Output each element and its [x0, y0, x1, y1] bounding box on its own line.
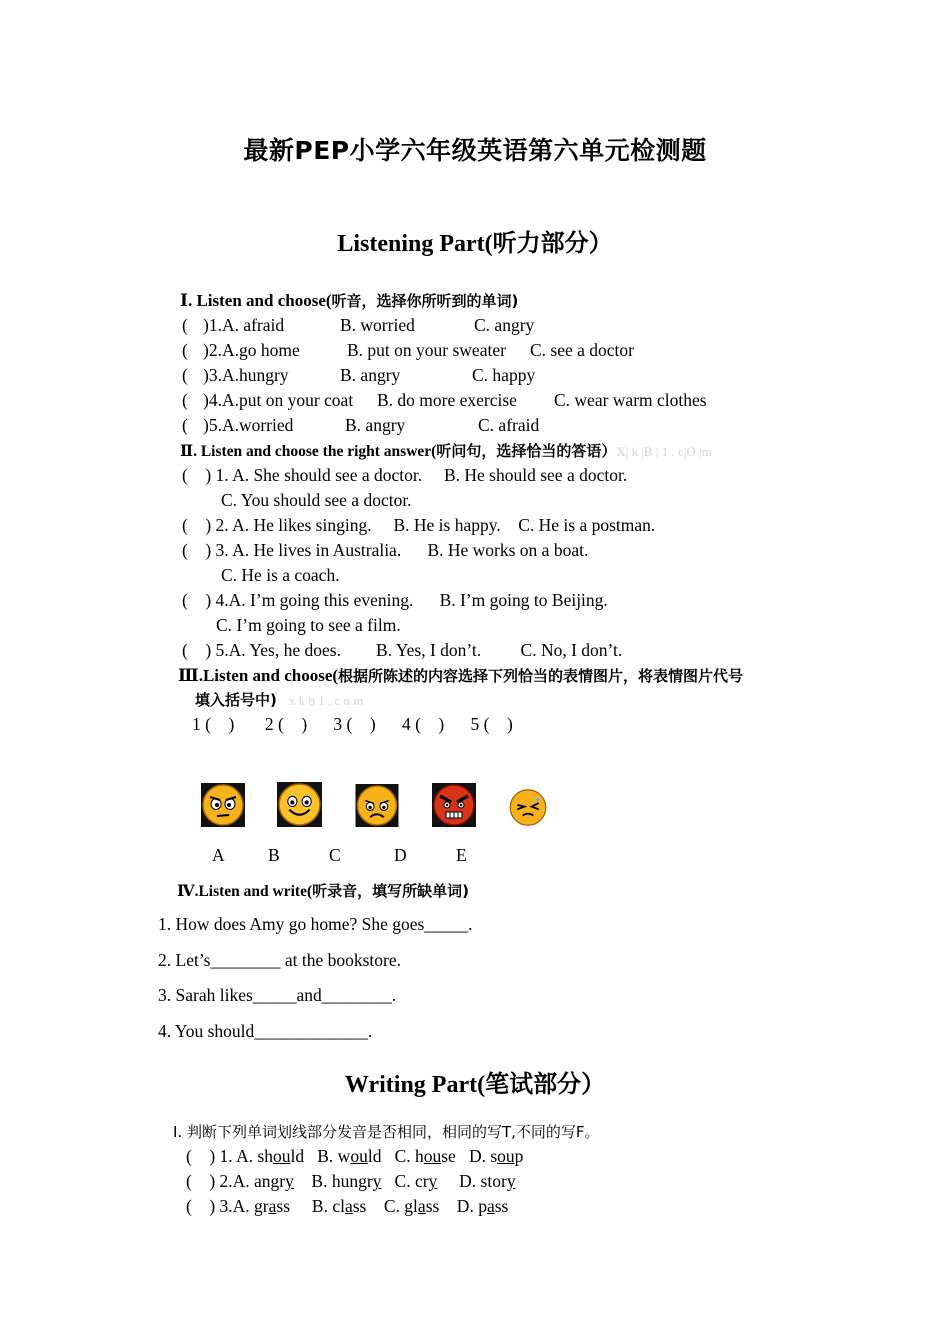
- section-3-heading-line2: 填入括号中) x k b 1 . c o m: [195, 691, 364, 709]
- list-item: 2. Let’s________ at the bookstore.: [158, 950, 402, 970]
- watermark: X| k |B | 1 . c|O |m: [616, 444, 712, 459]
- list-item: ( ) 3.A. grass B. class C. glass D. pass: [186, 1196, 509, 1216]
- section-3-heading: Ⅲ.Listen and choose(根据所陈述的内容选择下列恰当的表情图片，将表情图片代号: [178, 666, 744, 685]
- writing-heading: Writing Part(笔试部分）: [344, 1072, 606, 1098]
- list-item: ( ) 2. A. He likes singing. B. He is happy. C. He is a postman.: [182, 515, 656, 535]
- list-item: C. I’m going to see a film.: [216, 615, 401, 635]
- listening-heading: Listening Part(听力部分）: [337, 231, 613, 257]
- face-label: C: [329, 845, 341, 865]
- section-1-heading-en: Ⅰ. Listen and choose(: [180, 291, 332, 310]
- list-item: ( ) 3. A. He lives in Australia. B. He works on a boat.: [182, 540, 589, 560]
- list-item: ( ) 1. A. She should see a doctor. B. He should see a doctor.: [182, 465, 628, 485]
- list-item: ( )4.A.put on your coat B. do more exercise C. wear warm clothes: [182, 390, 707, 410]
- section-2-heading: Ⅱ. Listen and choose the right answer(听问句，选择恰当的答语）X| k |B | 1 . c|O |m: [180, 442, 712, 460]
- face-label: D: [394, 845, 407, 865]
- sick-face-icon: [508, 788, 548, 827]
- list-item: ( ) 5.A. Yes, he does. B. Yes, I don’t. C. No, I don’t.: [182, 640, 623, 660]
- list-item: ( )2.A.go home B. put on your sweater C. see a doctor: [182, 340, 634, 360]
- sad-face-icon: [355, 784, 399, 827]
- list-item: ( )3.A.hungry B. angry C. happy: [182, 365, 536, 385]
- page-title: 最新PEP小学六年级英语第六单元检测题: [243, 136, 707, 165]
- list-item: ( )5.A.worried B. angry C. afraid: [182, 415, 540, 435]
- list-item: ( )1.A. afraid B. worried C. angry: [182, 315, 535, 335]
- list-item: ( ) 1. A. should B. would C. house D. soup: [186, 1146, 524, 1166]
- writing-section-1-heading: Ⅰ. 判断下列单词划线部分发音是否相同，相同的写T,不同的写F。: [173, 1123, 600, 1141]
- face-label: A: [212, 845, 225, 865]
- list-item: 4. You should_____________.: [158, 1021, 373, 1041]
- list-item: ( ) 4.A. I’m going this evening. B. I’m going to Beijing.: [182, 590, 608, 610]
- answer-blanks: 1 ( ) 2 ( ) 3 ( ) 4 ( ) 5 ( ): [192, 714, 513, 734]
- smile-face-icon: [277, 782, 322, 827]
- list-item: 1. How does Amy go home? She goes_____.: [158, 914, 473, 934]
- section-1-heading-cn: 听音，选择你所听到的单词): [331, 292, 519, 310]
- face-label: E: [456, 845, 467, 865]
- section-1-heading: [180, 290, 518, 311]
- list-item: ( ) 2.A. angry B. hungry C. cry D. story: [186, 1171, 516, 1191]
- face-label: B: [268, 845, 280, 865]
- list-item: C. He is a coach.: [221, 565, 340, 585]
- frown-face-icon: [201, 783, 245, 827]
- angry-face-icon: [432, 783, 476, 827]
- list-item: C. You should see a doctor.: [221, 490, 412, 510]
- list-item: 3. Sarah likes_____and________.: [158, 985, 397, 1005]
- section-4-heading: Ⅳ.Listen and write(听录音，填写所缺单词): [177, 882, 469, 900]
- watermark: x k b 1 . c o m: [288, 693, 364, 708]
